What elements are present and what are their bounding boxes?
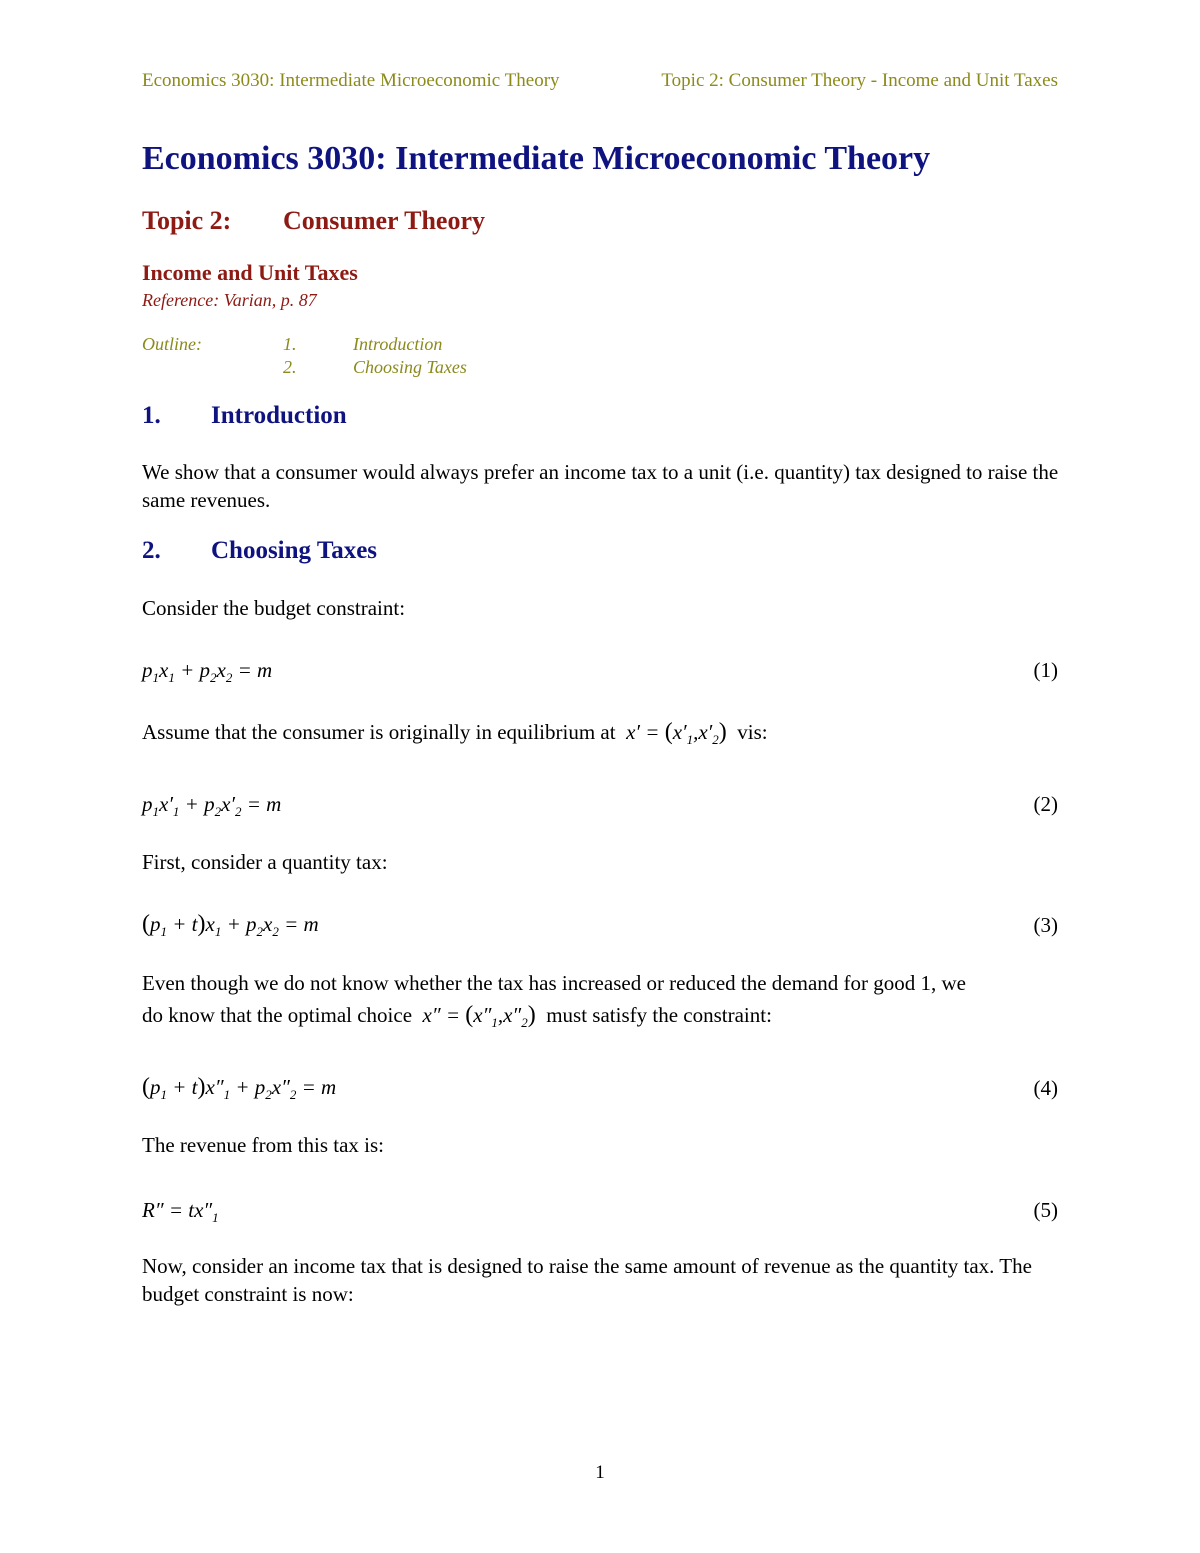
running-header-left: Economics 3030: Intermediate Microeconomic Theory: [142, 70, 560, 91]
paragraph: [142, 1001, 1062, 1037]
equation-4: $(p_1 + t)x''_1 + p_2x''_2 = m$: [142, 1074, 337, 1103]
outline-item-text: Introduction: [353, 334, 443, 354]
equation-1: $p_1x_1 + p_2x_2 = m$: [142, 658, 273, 686]
section-number: 2.: [142, 537, 161, 564]
subtitle: Income and Unit Taxes: [142, 260, 358, 285]
document-title: Economics 3030: Intermediate Microeconomic Theory: [142, 140, 931, 177]
topic-name: Consumer Theory: [283, 206, 485, 235]
reference: Reference: Varian, p. 87: [142, 290, 317, 310]
paragraph: Now, consider an income tax that is designed to raise the same amount of revenue as the quantity tax. The budget constraint is now:: [142, 1254, 1032, 1306]
equation-number: (5): [1033, 1198, 1058, 1222]
paragraph-text: vis:: [737, 720, 768, 744]
paragraph: [142, 718, 1062, 754]
section-number: 1.: [142, 402, 161, 429]
inline-math: $x'' = (x''_1,x''_2)$: [417, 1002, 536, 1031]
equation-2: $p_1x'_1 + p_2x'_2 = m$: [142, 792, 282, 820]
paragraph-text: must satisfy the constraint:: [546, 1003, 772, 1027]
section-title: Choosing Taxes: [211, 537, 378, 564]
equation-number: (4): [1033, 1076, 1058, 1100]
paragraph-text: Assume that the consumer is originally in equilibrium at: [142, 720, 616, 744]
page-number: 1: [595, 1462, 605, 1483]
equation-5: $R'' = tx''_1$: [142, 1198, 219, 1226]
topic-label: Topic 2:: [142, 206, 232, 235]
outline-item-text: Choosing Taxes: [353, 357, 467, 377]
outline-item-number: 2.: [283, 357, 297, 377]
section-title: Introduction: [211, 402, 347, 429]
outline-label: Outline:: [142, 334, 202, 354]
equation-number: (2): [1033, 792, 1058, 816]
paragraph: Even though we do not know whether the tax has increased or reduced the demand for good 1, we: [142, 971, 966, 995]
paragraph: First, consider a quantity tax:: [142, 850, 388, 874]
running-header-right: Topic 2: Consumer Theory - Income and Unit Taxes: [661, 70, 1058, 91]
equation-number: (1): [1033, 658, 1058, 682]
equation-3: $(p_1 + t)x_1 + p_2x_2 = m$: [142, 911, 319, 940]
paragraph-text: do know that the optimal choice: [142, 1003, 413, 1027]
paragraph: Consider the budget constraint:: [142, 596, 406, 620]
paragraph: We show that a consumer would always prefer an income tax to a unit (i.e. quantity) tax designed to raise the same revenues.: [142, 460, 1059, 512]
inline-math: $x' = (x'_1,x'_2)$: [620, 719, 727, 748]
outline-item-number: 1.: [283, 334, 297, 354]
equation-number: (3): [1033, 913, 1058, 937]
paragraph: The revenue from this tax is:: [142, 1133, 385, 1157]
